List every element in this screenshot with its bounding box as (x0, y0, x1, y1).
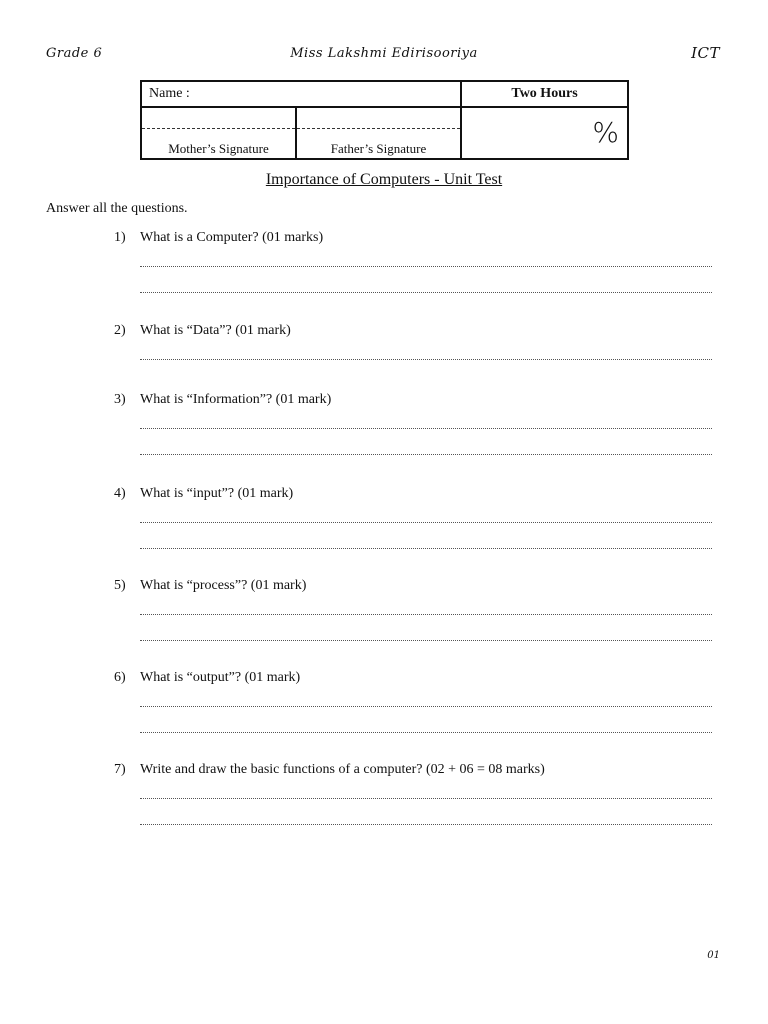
signature-line (142, 128, 295, 129)
answer-line[interactable] (140, 428, 712, 430)
question-6 (114, 670, 300, 686)
header-teacher: Miss Lakshmi Edirisooriya (290, 46, 478, 61)
page-title: Importance of Computers - Unit Test (265, 171, 503, 188)
answer-line[interactable] (140, 359, 712, 361)
father-signature-label: Father’s Signature (330, 141, 427, 156)
page-number: 01 (707, 950, 720, 961)
question-number: 4) (114, 486, 126, 501)
question-text: What is a Computer? (01 marks) (140, 230, 324, 245)
question-number: 2) (114, 323, 126, 338)
name-label: Name : (149, 86, 190, 101)
question-number: 1) (114, 230, 126, 245)
name-field[interactable] (141, 81, 461, 107)
answer-line[interactable] (140, 266, 712, 268)
signature-line (297, 128, 460, 129)
question-1 (114, 230, 323, 246)
answer-line[interactable] (140, 824, 712, 826)
question-4 (114, 486, 293, 502)
header-grade: Grade 6 (46, 46, 103, 61)
question-2 (114, 323, 291, 339)
header-subject: ICT (691, 44, 720, 62)
percent-symbol: % (592, 116, 620, 149)
question-text: Write and draw the basic functions of a computer? (02 + 06 = 08 marks) (140, 762, 545, 777)
answer-line[interactable] (140, 292, 712, 294)
question-text: What is “output”? (01 mark) (140, 670, 301, 685)
mother-signature-label: Mother’s Signature (168, 141, 269, 156)
duration-cell (461, 81, 628, 107)
question-text: What is “process”? (01 mark) (140, 578, 307, 593)
answer-line[interactable] (140, 454, 712, 456)
answer-line[interactable] (140, 640, 712, 642)
question-3 (114, 392, 331, 408)
duration-label: Two Hours (511, 86, 578, 101)
question-7 (114, 762, 545, 778)
question-text: What is “Information”? (01 mark) (140, 392, 332, 407)
question-number: 3) (114, 392, 126, 407)
instruction-text: Answer all the questions. (46, 201, 188, 216)
answer-line[interactable] (140, 522, 712, 524)
answer-line[interactable] (140, 732, 712, 734)
student-info-table (140, 80, 629, 160)
question-number: 6) (114, 670, 126, 685)
answer-line[interactable] (140, 548, 712, 550)
question-text: What is “input”? (01 mark) (140, 486, 294, 501)
answer-line[interactable] (140, 614, 712, 616)
question-number: 5) (114, 578, 126, 593)
marks-cell (461, 107, 628, 159)
answer-line[interactable] (140, 706, 712, 708)
answer-line[interactable] (140, 798, 712, 800)
question-5 (114, 578, 306, 594)
question-number: 7) (114, 762, 126, 777)
father-signature-cell[interactable] (296, 107, 461, 159)
question-text: What is “Data”? (01 mark) (140, 323, 291, 338)
mother-signature-cell[interactable] (141, 107, 296, 159)
